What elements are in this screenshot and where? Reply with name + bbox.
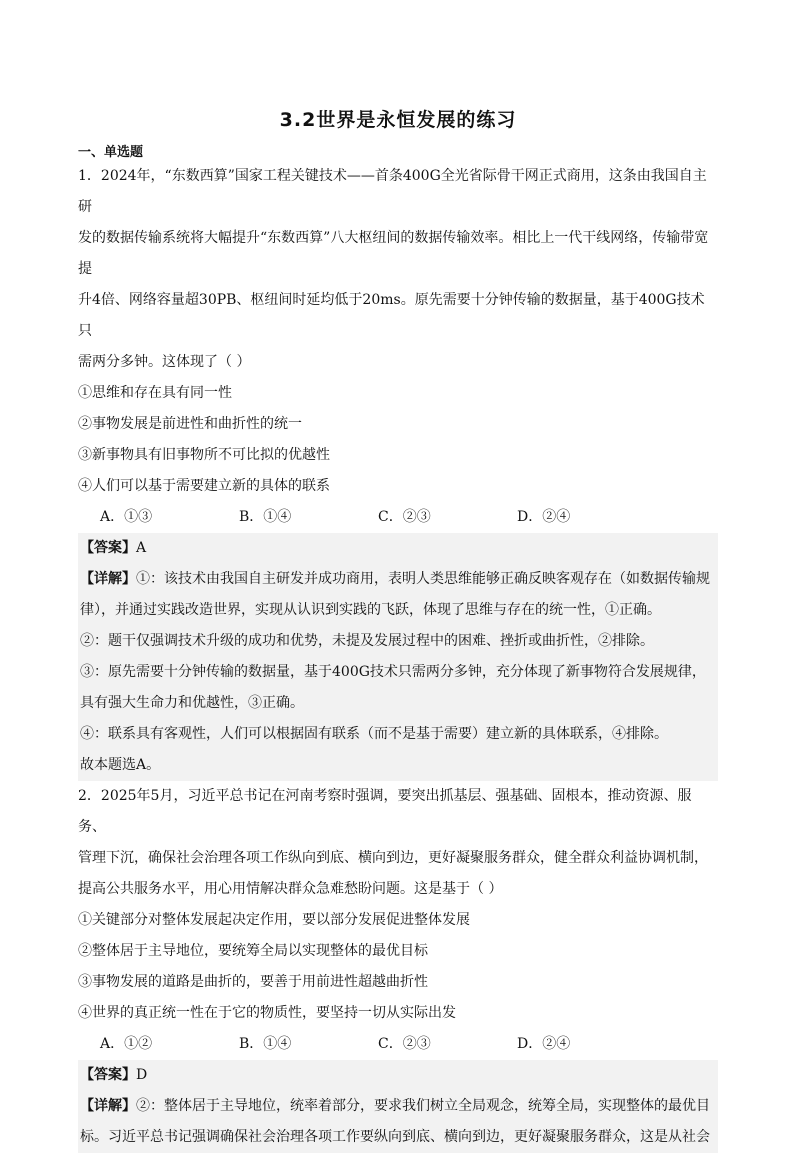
- detail-line: ②：题干仅强调技术升级的成功和优势，未提及发展过程中的困难、挫折或曲折性，②排除。: [80, 633, 654, 649]
- page-title: 3.2世界是永恒发展的练习: [279, 109, 517, 131]
- statement-item: ①关键部分对整体发展起决定作用，要以部分发展促进整体发展: [78, 912, 470, 928]
- option-d: D．②④: [517, 509, 571, 525]
- option-d: D．②④: [517, 1036, 571, 1052]
- answer-value: A: [136, 540, 147, 556]
- answer-block: [78, 533, 718, 781]
- option-a: A．①②: [100, 1036, 153, 1052]
- detail-line: [80, 1091, 718, 1122]
- statement-item: ①思维和存在具有同一性: [78, 385, 232, 401]
- question-1: [78, 161, 718, 1153]
- section-heading: 一、单选题: [78, 145, 144, 160]
- detail-line: [80, 564, 718, 595]
- answer-block: [78, 1060, 718, 1153]
- option-a: A．①③: [100, 509, 153, 525]
- detail-line: 律），并通过实践改造世界，实现从认识到实践的飞跃，体现了思维与存在的统一性，①正确。: [80, 602, 661, 618]
- question-stem-line: 升4倍、网络容量超30PB、枢纽间时延均低于20ms。原先需要十分钟传输的数据量，基于400G技术只: [78, 292, 705, 339]
- options-row: [78, 1029, 718, 1060]
- detail-line: 故本题选A。: [80, 757, 161, 773]
- answer-line: [80, 533, 718, 564]
- detail-line: 标。习近平总书记强调确保社会治理各项工作要纵向到底、横向到边，更好凝聚服务群众，这是从社会: [80, 1129, 710, 1145]
- option-c: C．②③: [378, 509, 431, 525]
- question-stem-line: 1．2024年，“东数西算”国家工程关键技术——首条400G全光省际骨干网正式商用，这条由我国自主研: [78, 168, 707, 215]
- question-stem-line: 2．2025年5月，习近平总书记在河南考察时强调，要突出抓基层、强基础、固根本，推动资源、服务、: [78, 788, 692, 835]
- detail-label: 【详解】: [80, 571, 136, 587]
- detail-line: ④：联系具有客观性，人们可以根据固有联系（而不是基于需要）建立新的具体联系，④排除。: [80, 726, 668, 742]
- answer-value: D: [136, 1067, 148, 1083]
- options-row: [78, 502, 718, 533]
- detail-label: 【详解】: [80, 1098, 136, 1114]
- question-stem-line: 需两分多钟。这体现了（ ）: [78, 354, 251, 370]
- question-stem-line: 管理下沉，确保社会治理各项工作纵向到底、横向到边，更好凝聚服务群众，健全群众利益协调机制，: [78, 850, 708, 866]
- statement-item: ④世界的真正统一性在于它的物质性，要坚持一切从实际出发: [78, 1005, 456, 1021]
- statement-item: ②事物发展是前进性和曲折性的统一: [78, 416, 302, 432]
- question-stem-line: 发的数据传输系统将大幅提升“东数西算”八大枢纽间的数据传输效率。相比上一代干线网络，传输带宽提: [78, 230, 709, 277]
- option-c: C．②③: [378, 1036, 431, 1052]
- statement-item: ③事物发展的道路是曲折的，要善于用前进性超越曲折性: [78, 974, 428, 990]
- statement-item: ②整体居于主导地位，要统筹全局以实现整体的最优目标: [78, 943, 428, 959]
- detail-text: ①：该技术由我国自主研发并成功商用，表明人类思维能够正确反映客观存在（如数据传输规: [136, 571, 710, 587]
- detail-text: ②：整体居于主导地位，统率着部分，要求我们树立全局观念，统筹全局，实现整体的最优目: [136, 1098, 710, 1114]
- statement-item: ④人们可以基于需要建立新的具体的联系: [78, 478, 330, 494]
- detail-line: 具有强大生命力和优越性，③正确。: [80, 695, 304, 711]
- option-b: B．①④: [239, 509, 292, 525]
- answer-label: 【答案】: [80, 540, 136, 556]
- answer-line: [80, 1060, 718, 1091]
- statement-item: ③新事物具有旧事物所不可比拟的优越性: [78, 447, 330, 463]
- answer-label: 【答案】: [80, 1067, 136, 1083]
- detail-line: ③：原先需要十分钟传输的数据量，基于400G技术只需两分多钟，充分体现了新事物符合发展规律，: [80, 664, 706, 680]
- option-b: B．①④: [239, 1036, 292, 1052]
- question-stem-line: 提高公共服务水平，用心用情解决群众急难愁盼问题。这是基于（ ）: [78, 881, 503, 897]
